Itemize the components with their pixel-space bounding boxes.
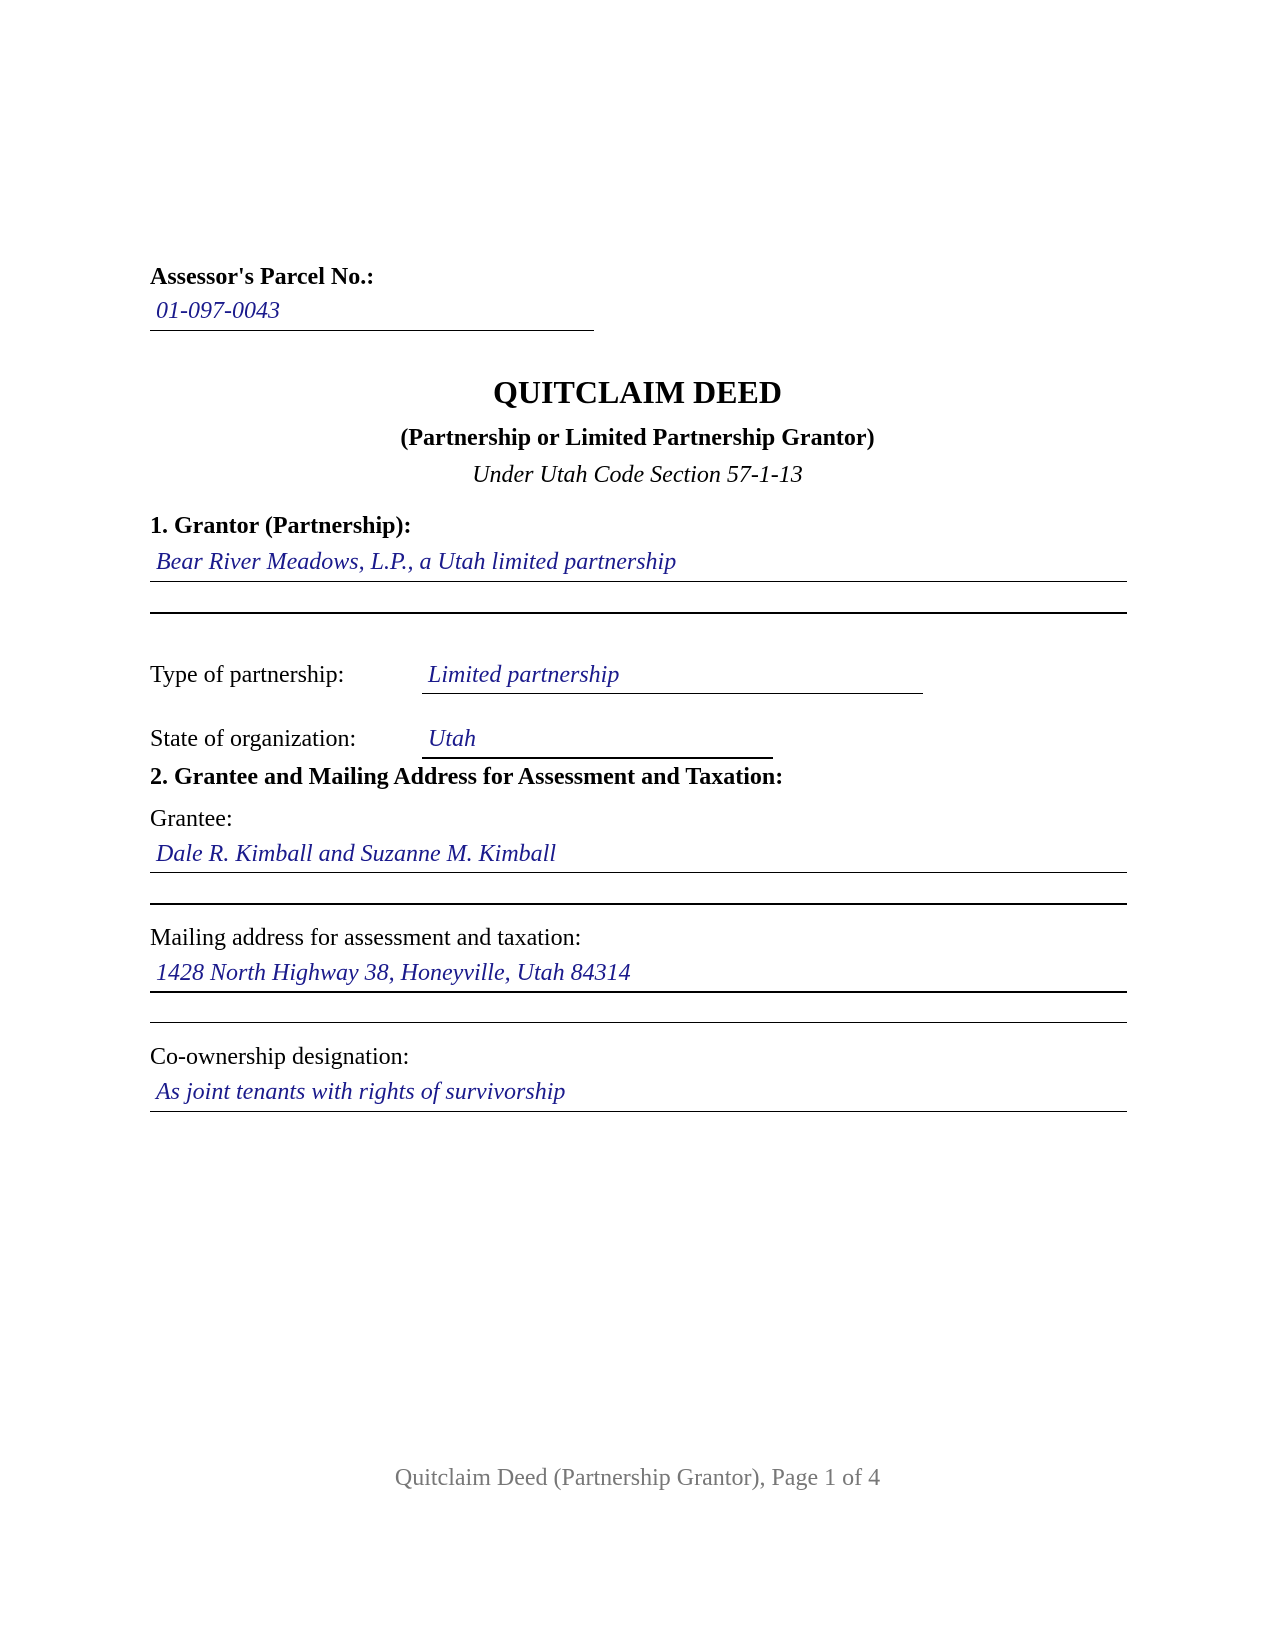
parcel-number-field[interactable]: 01-097-0043 — [156, 298, 280, 324]
coownership-underline — [150, 1111, 1127, 1112]
grantor-underline-1 — [150, 581, 1127, 582]
document-title: QUITCLAIM DEED — [493, 374, 782, 410]
statute-reference: Under Utah Code Section 57-1-13 — [472, 462, 803, 488]
document-subtitle: (Partnership or Limited Partnership Grantor) — [400, 425, 875, 451]
grantee-underline-1 — [150, 872, 1127, 873]
partnership-type-label: Type of partnership: — [150, 662, 345, 688]
state-of-organization-label: State of organization: — [150, 726, 357, 752]
coownership-label: Co-ownership designation: — [150, 1044, 410, 1070]
grantor-name-field[interactable]: Bear River Meadows, L.P., a Utah limited partnership — [156, 549, 677, 575]
section-1-heading: 1. Grantor (Partnership): — [150, 513, 412, 539]
mailing-underline-1 — [150, 991, 1127, 993]
state-underline — [422, 757, 773, 759]
section-2-heading: 2. Grantee and Mailing Address for Assessment and Taxation: — [150, 764, 784, 790]
page-footer: Quitclaim Deed (Partnership Grantor), Page 1 of 4 — [394, 1465, 881, 1491]
parcel-label: Assessor's Parcel No.: — [150, 264, 375, 290]
mailing-address-field[interactable]: 1428 North Highway 38, Honeyville, Utah 84314 — [156, 960, 631, 986]
state-of-organization-field[interactable]: Utah — [428, 726, 476, 752]
grantor-underline-2 — [150, 612, 1127, 614]
grantee-name-field[interactable]: Dale R. Kimball and Suzanne M. Kimball — [156, 841, 556, 867]
parcel-underline — [150, 330, 594, 331]
partnership-type-field[interactable]: Limited partnership — [428, 662, 620, 688]
partnership-type-underline — [422, 693, 923, 694]
grantee-underline-2 — [150, 903, 1127, 905]
mailing-address-label: Mailing address for assessment and taxation: — [150, 925, 582, 951]
mailing-underline-2 — [150, 1022, 1127, 1023]
coownership-field[interactable]: As joint tenants with rights of survivorship — [156, 1079, 566, 1105]
grantee-label: Grantee: — [150, 806, 233, 832]
